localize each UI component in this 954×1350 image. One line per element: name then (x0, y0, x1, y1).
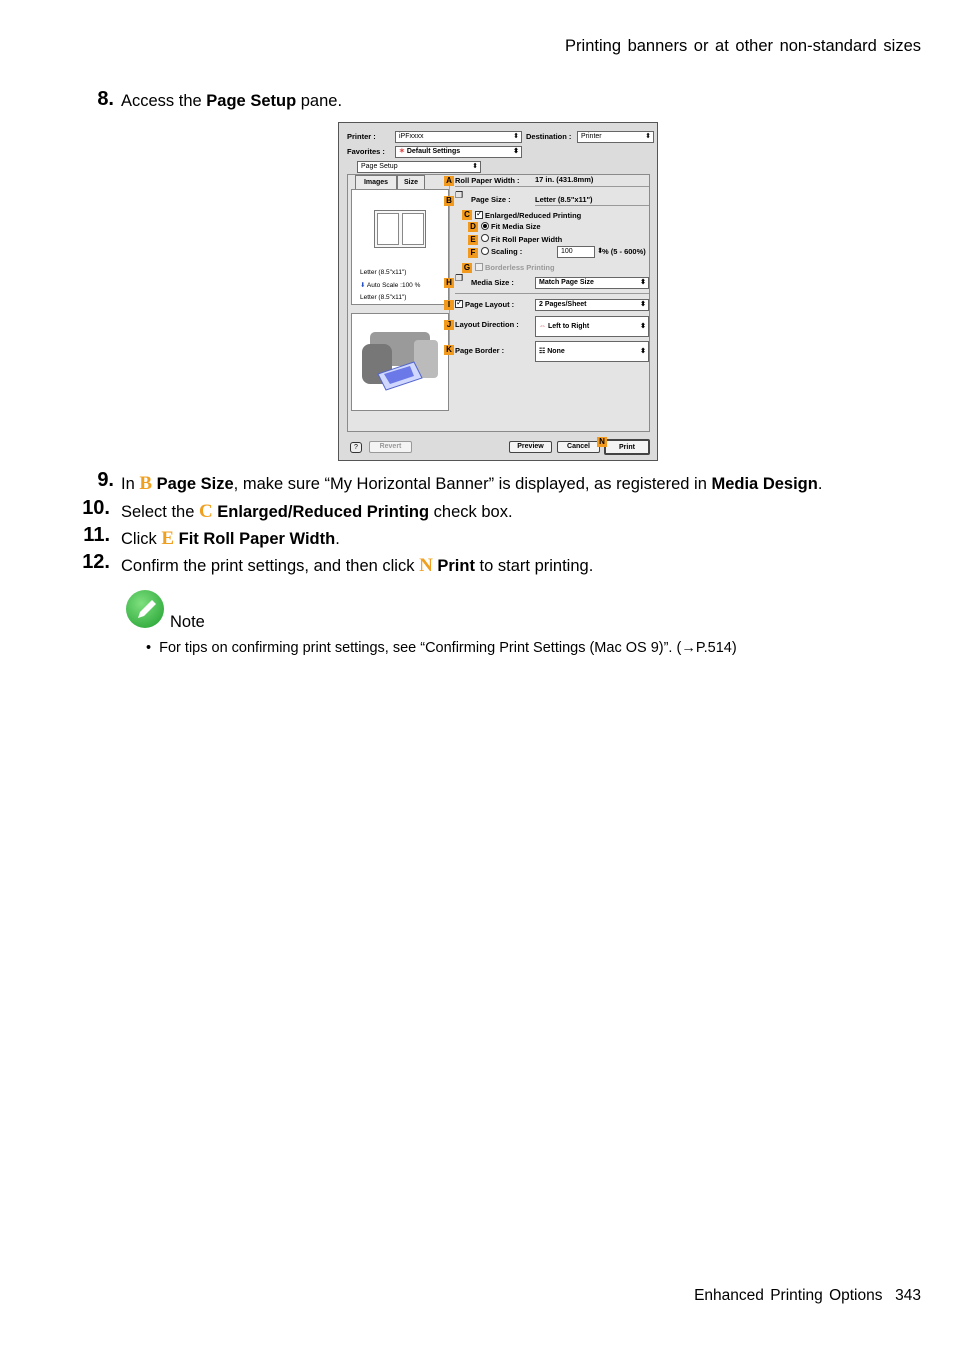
step-text: Access the Page Setup pane. (121, 92, 343, 110)
divider (535, 205, 649, 206)
callout-badge-b: B (444, 196, 454, 206)
arrow-down-icon: ⬇ (360, 282, 366, 289)
preview-output-size: Letter (8.5"x11") (360, 294, 407, 301)
fit-roll-radio[interactable] (481, 234, 489, 242)
scaling-label: Scaling : (491, 247, 523, 256)
enlarged-label: Enlarged/Reduced Printing (485, 211, 582, 220)
divider (455, 293, 649, 294)
page-size-icon: ❐ (455, 190, 464, 200)
two-page-preview (374, 210, 426, 248)
step-text: Click E Fit Roll Paper Width. (121, 528, 340, 549)
step-text: Select the C Enlarged/Reduced Printing check box. (121, 501, 513, 522)
page-layout-label: Page Layout : (465, 300, 515, 309)
footer-section: Enhanced Printing Options (694, 1287, 883, 1304)
updown-arrow-icon: ⬍ (640, 323, 646, 330)
tab-size[interactable]: Size (397, 175, 425, 189)
note-item (146, 640, 737, 656)
callout-badge-c: C (462, 210, 472, 220)
border-icon: ☷ (539, 348, 546, 355)
printer-illustration-box (351, 313, 449, 411)
step-number: 11. (83, 524, 110, 546)
callout-letter: E (161, 528, 175, 549)
step-number: 12. (82, 551, 110, 573)
callout-letter: C (198, 501, 213, 522)
step-number: 8. (97, 88, 114, 110)
printer-select[interactable]: iPFxxxx ⬍ (395, 131, 522, 143)
updown-arrow-icon: ⬍ (640, 348, 646, 355)
destination-label: Destination : (526, 132, 572, 141)
printer-label: Printer : (347, 132, 376, 141)
favorites-select[interactable]: ✶ Default Settings ⬍ (395, 146, 522, 158)
media-size-icon: ❐ (455, 273, 464, 283)
preview-paper-size: Letter (8.5"x11") (360, 269, 407, 276)
callout-letter: B (139, 473, 153, 494)
callout-letter: N (419, 555, 433, 576)
step-text: In B Page Size, make sure “My Horizontal Banner” is displayed, as registered in Media Design. (121, 473, 823, 494)
updown-arrow-icon: ⬍ (513, 133, 519, 140)
help-icon[interactable]: ? (350, 442, 362, 453)
page-layout-select[interactable]: 2 Pages/Sheet ⬍ (535, 299, 649, 311)
updown-arrow-icon: ⬍ (513, 148, 519, 155)
callout-badge-d: D (468, 222, 478, 232)
page-size-value: Letter (8.5"x11") (535, 195, 593, 204)
fit-media-radio[interactable] (481, 222, 489, 230)
favorites-label: Favorites : (347, 147, 385, 156)
destination-select[interactable]: Printer ⬍ (577, 131, 654, 143)
note-text: For tips on confirming print settings, see “Confirming Print Settings (Mac OS 9)”. (→P.514) (159, 640, 737, 656)
borderless-checkbox[interactable] (475, 263, 483, 271)
step-number: 9. (97, 469, 114, 491)
callout-badge-n: N (597, 437, 607, 447)
updown-arrow-icon: ⬍ (640, 301, 646, 308)
page-layout-checkbox[interactable]: ✓ (456, 298, 463, 307)
page-border-label: Page Border : (455, 346, 505, 355)
media-size-select[interactable]: Match Page Size ⬍ (535, 277, 649, 289)
borderless-label: Borderless Printing (485, 263, 555, 272)
running-header: Printing banners or at other non-standard sizes (565, 37, 921, 55)
revert-button[interactable]: Revert (369, 441, 412, 453)
favorite-icon: ✶ (399, 148, 405, 155)
step-text: Confirm the print settings, and then click N Print to start printing. (121, 555, 594, 576)
callout-badge-a: A (444, 176, 454, 186)
callout-badge-e: E (468, 235, 478, 245)
scaling-input[interactable]: 100 (557, 246, 595, 258)
page-setup-dialog (338, 122, 658, 461)
note-label: Note (170, 613, 205, 631)
roll-width-value: 17 in. (431.8mm) (535, 175, 594, 184)
left-right-arrow-icon: ⇔ (539, 323, 546, 330)
cancel-button[interactable]: Cancel (557, 441, 600, 453)
callout-badge-f: F (468, 248, 478, 258)
updown-arrow-icon: ⬍ (640, 279, 646, 286)
callout-badge-h: H (444, 278, 454, 288)
page-border-select[interactable]: ☷ None ⬍ (535, 341, 649, 362)
step-number: 10. (82, 497, 110, 519)
pane-select[interactable]: Page Setup ⬍ (357, 161, 481, 173)
layout-preview-box (351, 189, 449, 305)
callout-badge-g: G (463, 263, 471, 272)
roll-width-label: Roll Paper Width : (455, 176, 520, 185)
callout-badge-j: J (444, 320, 454, 330)
scaling-stepper-icon[interactable]: ⬍ (597, 246, 604, 255)
page-size-label: Page Size : (471, 195, 511, 204)
preview-button[interactable]: Preview (509, 441, 552, 453)
fit-roll-label: Fit Roll Paper Width (491, 235, 563, 244)
bullet: • (146, 640, 152, 656)
print-button[interactable]: Print (604, 439, 650, 455)
page-number: 343 (895, 1287, 921, 1304)
fit-media-label: Fit Media Size (491, 222, 541, 231)
tab-images[interactable]: Images (355, 175, 397, 189)
scaling-range: % (5 - 600%) (602, 247, 646, 256)
printer-illustration (352, 314, 448, 410)
updown-arrow-icon: ⬍ (645, 133, 651, 140)
preview-scale: ⬇ Auto Scale :100 % (360, 282, 421, 289)
divider (455, 186, 649, 187)
updown-arrow-icon: ⬍ (472, 163, 478, 170)
scaling-radio[interactable] (481, 247, 489, 255)
layout-direction-label: Layout Direction : (455, 320, 519, 329)
enlarged-checkbox[interactable]: ✓ (476, 209, 483, 218)
callout-badge-i: I (444, 300, 454, 310)
media-size-label: Media Size : (471, 278, 514, 287)
pencil-icon (126, 590, 164, 628)
page-footer (694, 1287, 921, 1305)
callout-badge-k: K (444, 345, 454, 355)
layout-direction-select[interactable]: ⇔ Left to Right ⬍ (535, 316, 649, 337)
